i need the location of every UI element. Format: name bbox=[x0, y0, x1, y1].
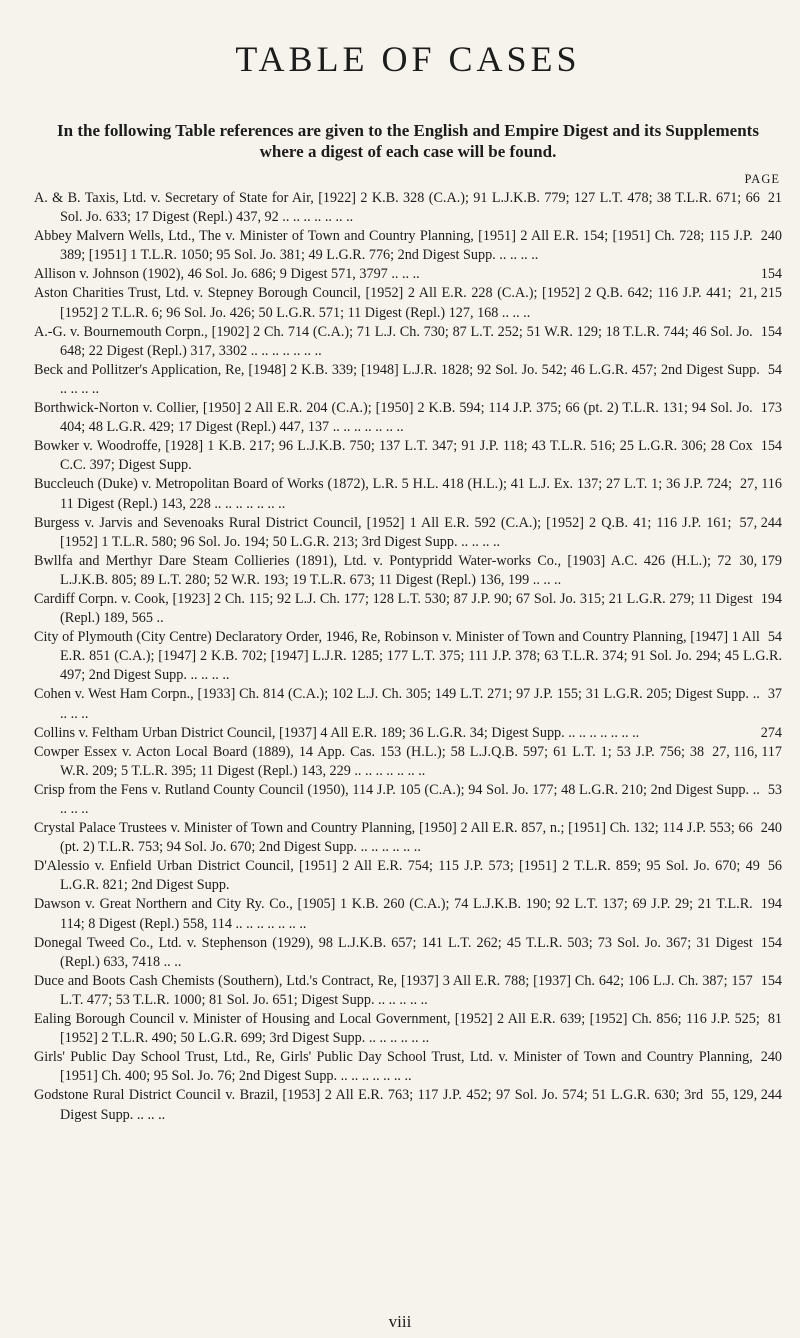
case-entry bbox=[34, 189, 782, 227]
case-entry bbox=[34, 265, 782, 284]
case-list bbox=[34, 189, 782, 1125]
case-page-ref: 57, 244 bbox=[739, 514, 782, 531]
case-entry bbox=[34, 685, 782, 723]
case-citation: A.-G. v. Bournemouth Corpn., [1902] 2 Ch. 714 (C.A.); 71 L.J. Ch. 730; 87 L.T. 252; 51 W.R. 129; 18 T.L.R. 744; 46 Sol. Jo. 648; 22 Digest (Repl.) 317, 3302 .. .. .. .. .. .. .. bbox=[34, 323, 753, 359]
case-page-ref: 53 bbox=[767, 781, 782, 798]
case-citation: Beck and Pollitzer's Application, Re, [1948] 2 K.B. 339; [1948] L.J.R. 1828; 92 Sol. Jo. 542; 46 L.G.R. 457; 2nd Digest Supp. .. .. .. .. bbox=[34, 361, 760, 397]
case-page-ref: 27, 116, 117 bbox=[712, 743, 782, 760]
case-page-ref: 30, 179 bbox=[739, 552, 782, 569]
case-entry bbox=[34, 552, 782, 590]
case-citation: Crystal Palace Trustees v. Minister of Town and Country Planning, [1950] 2 All E.R. 857, n.; [1951] Ch. 132; 114 J.P. 553; 66 (pt. 2) T.L.R. 753; 94 Sol. Jo. 670; 2nd Digest Supp. .. .. .. .. .. .. bbox=[34, 820, 753, 856]
case-citation: Godstone Rural District Council v. Brazil, [1953] 2 All E.R. 763; 117 J.P. 452; 97 Sol. Jo. 574; 51 L.G.R. 630; 3rd Digest Supp. .. .. .. bbox=[34, 1087, 704, 1123]
case-citation: Buccleuch (Duke) v. Metropolitan Board of Works (1872), L.R. 5 H.L. 418 (H.L.); 41 L.J. Ex. 137; 27 L.T. 1; 36 J.P. 724; 11 Digest (Repl.) 143, 228 .. .. .. .. .. .. .. bbox=[34, 476, 732, 512]
case-citation: Borthwick-Norton v. Collier, [1950] 2 All E.R. 204 (C.A.); [1950] 2 K.B. 594; 114 J.P. 375; 66 (pt. 2) T.L.R. 131; 94 Sol. Jo. 404; 48 L.G.R. 429; 17 Digest (Repl.) 447, 137 .. .. .. .. .. .. .. bbox=[34, 400, 753, 436]
case-entry bbox=[34, 743, 782, 781]
case-page-ref: 154 bbox=[760, 266, 782, 283]
case-entry bbox=[34, 514, 782, 552]
case-entry bbox=[34, 934, 782, 972]
case-citation: Dawson v. Great Northern and City Ry. Co., [1905] 1 K.B. 260 (C.A.); 74 L.J.K.B. 190; 92 L.T. 137; 69 J.P. 29; 21 T.L.R. 114; 8 Digest (Repl.) 558, 114 .. .. .. .. .. .. .. bbox=[34, 896, 753, 932]
case-page-ref: 154 bbox=[760, 323, 782, 340]
case-entry bbox=[34, 857, 782, 895]
case-entry bbox=[34, 284, 782, 322]
case-page-ref: 27, 116 bbox=[739, 476, 782, 493]
page-number: viii bbox=[388, 1312, 412, 1331]
case-page-ref: 154 bbox=[760, 438, 782, 455]
case-page-ref: 194 bbox=[760, 590, 782, 607]
case-citation: City of Plymouth (City Centre) Declaratory Order, 1946, Re, Robinson v. Minister of Town and Country Planning, [1947] 1 All E.R. 851 (C.A.); [1947] 2 K.B. 702; [1947] L.J.R. 1285; 177 L.T. 375; 111 J.P. 378; 63 T.L.R. 374; 91 Sol. Jo. 294; 45 L.G.R. 497; 2nd Digest Supp. .. .. .. .. bbox=[34, 629, 782, 684]
page-title: TABLE OF CASES bbox=[235, 39, 581, 79]
case-entry bbox=[34, 227, 782, 265]
case-entry bbox=[34, 895, 782, 933]
case-page-ref: 37 bbox=[767, 686, 782, 703]
case-entry bbox=[34, 972, 782, 1010]
case-entry bbox=[34, 724, 782, 743]
case-citation: Cardiff Corpn. v. Cook, [1923] 2 Ch. 115; 92 L.J. Ch. 177; 128 L.T. 530; 87 J.P. 90; 67 Sol. Jo. 315; 21 L.G.R. 279; 11 Digest (Repl.) 189, 565 .. bbox=[34, 590, 753, 627]
case-entry bbox=[34, 819, 782, 857]
case-page-ref: 54 bbox=[767, 361, 782, 378]
case-entry bbox=[34, 323, 782, 361]
case-entry bbox=[34, 628, 782, 685]
case-entry bbox=[34, 399, 782, 437]
case-citation: Bwllfa and Merthyr Dare Steam Collieries (1891), Ltd. v. Pontypridd Water-works Co., [1903] A.C. 426 (H.L.); 72 L.J.K.B. 805; 89 L.T. 280; 52 W.R. 193; 19 T.L.R. 673; 11 Digest (Repl.) 136, 199 .. .. .. bbox=[34, 552, 732, 588]
case-page-ref: 154 bbox=[760, 972, 782, 989]
case-page-ref: 240 bbox=[760, 820, 782, 837]
case-entry bbox=[34, 1086, 782, 1124]
intro-paragraph: In the following Table references are given to the English and Empire Digest and its Supplements where a digest of each case will be found. bbox=[57, 121, 759, 161]
case-page-ref: 54 bbox=[767, 629, 782, 646]
case-entry bbox=[34, 361, 782, 399]
case-citation: Donegal Tweed Co., Ltd. v. Stephenson (1929), 98 L.J.K.B. 657; 141 L.T. 262; 45 T.L.R. 503; 73 Sol. Jo. 367; 31 Digest (Repl.) 633, 7418 .. .. bbox=[34, 934, 753, 970]
page-column-header: PAGE bbox=[744, 172, 780, 186]
case-citation: Cowper Essex v. Acton Local Board (1889), 14 App. Cas. 153 (H.L.); 58 L.J.Q.B. 597; 61 L.T. 1; 53 J.P. 756; 38 W.R. 209; 5 T.L.R. 395; 11 Digest (Repl.) 143, 229 .. .. .. .. .. .. .. bbox=[34, 743, 705, 779]
case-citation: Collins v. Feltham Urban District Council, [1937] 4 All E.R. 189; 36 L.G.R. 34; Digest Supp. .. .. .. .. .. .. .. bbox=[34, 724, 640, 741]
case-citation: Girls' Public Day School Trust, Ltd., Re, Girls' Public Day School Trust, Ltd. v. Minister of Town and Country Planning, [1951] Ch. 400; 95 Sol. Jo. 76; 2nd Digest Supp. .. .. .. .. .. .. .. bbox=[34, 1049, 753, 1085]
case-citation: Bowker v. Woodroffe, [1928] 1 K.B. 217; 96 L.J.K.B. 750; 137 L.T. 347; 91 J.P. 118; 43 T.L.R. 516; 25 L.G.R. 306; 28 Cox C.C. 397; Digest Supp. bbox=[34, 438, 753, 474]
case-page-ref: 81 bbox=[767, 1011, 782, 1028]
case-citation: Burgess v. Jarvis and Sevenoaks Rural District Council, [1952] 1 All E.R. 592 (C.A.); [1952] 2 Q.B. 41; 116 J.P. 161; [1952] 1 T.L.R. 580; 96 Sol. Jo. 194; 50 L.G.R. 213; 3rd Digest Supp. .. .. .. .. bbox=[34, 514, 732, 550]
case-entry bbox=[34, 1048, 782, 1086]
case-citation: Crisp from the Fens v. Rutland County Council (1950), 114 J.P. 105 (C.A.); 94 Sol. Jo. 177; 48 L.G.R. 210; 2nd Digest Supp. .. .. .. .. bbox=[34, 781, 760, 817]
case-citation: D'Alessio v. Enfield Urban District Council, [1951] 2 All E.R. 754; 115 J.P. 573; [1951] 2 T.L.R. 859; 95 Sol. Jo. 670; 49 L.G.R. 821; 2nd Digest Supp. bbox=[34, 858, 760, 894]
case-citation: A. & B. Taxis, Ltd. v. Secretary of State for Air, [1922] 2 K.B. 328 (C.A.); 91 L.J.K.B. 779; 127 L.T. 478; 38 T.L.R. 671; 66 Sol. Jo. 633; 17 Digest (Repl.) 437, 92 .. .. .. .. .. .. .. bbox=[34, 190, 760, 226]
case-page-ref: 21, 215 bbox=[739, 285, 782, 302]
case-entry bbox=[34, 1010, 782, 1048]
case-citation: Allison v. Johnson (1902), 46 Sol. Jo. 686; 9 Digest 571, 3797 .. .. .. bbox=[34, 266, 420, 283]
case-citation: Ealing Borough Council v. Minister of Housing and Local Government, [1952] 2 All E.R. 639; [1952] Ch. 856; 116 J.P. 525; [1952] 2 T.L.R. 490; 50 L.G.R. 699; 3rd Digest Supp. .. .. .. .. .. .. bbox=[34, 1011, 760, 1047]
case-page-ref: 154 bbox=[760, 934, 782, 951]
case-page-ref: 274 bbox=[760, 724, 782, 741]
case-citation: Cohen v. West Ham Corpn., [1933] Ch. 814 (C.A.); 102 L.J. Ch. 305; 149 L.T. 271; 97 J.P. 155; 31 L.G.R. 205; Digest Supp. .. .. .. .. bbox=[34, 686, 760, 722]
case-entry bbox=[34, 475, 782, 513]
case-entry bbox=[34, 781, 782, 819]
case-page-ref: 56 bbox=[767, 858, 782, 875]
case-citation: Aston Charities Trust, Ltd. v. Stepney Borough Council, [1952] 2 All E.R. 228 (C.A.); [1952] 2 Q.B. 642; 116 J.P. 441; [1952] 2 T.L.R. 6; 96 Sol. Jo. 426; 50 L.G.R. 571; 11 Digest (Repl.) 127, 168 .. .. .. bbox=[34, 285, 732, 321]
case-citation: Duce and Boots Cash Chemists (Southern), Ltd.'s Contract, Re, [1937] 3 All E.R. 788; [1937] Ch. 642; 106 L.J. Ch. 387; 157 L.T. 477; 53 T.L.R. 1000; 81 Sol. Jo. 651; Digest Supp. .. .. .. .. .. bbox=[34, 972, 753, 1008]
case-page-ref: 173 bbox=[760, 400, 782, 417]
case-page-ref: 21 bbox=[767, 190, 782, 206]
case-citation: Abbey Malvern Wells, Ltd., The v. Minister of Town and Country Planning, [1951] 2 All E.R. 154; [1951] Ch. 728; 115 J.P. 389; [1951] 1 T.L.R. 1050; 95 Sol. Jo. 381; 49 L.G.R. 776; 2nd Digest Supp. .. .. .. .. bbox=[34, 228, 753, 264]
case-page-ref: 240 bbox=[760, 1049, 782, 1066]
case-page-ref: 240 bbox=[760, 228, 782, 245]
case-page-ref: 55, 129, 244 bbox=[711, 1087, 782, 1104]
case-entry bbox=[34, 590, 782, 628]
case-page-ref: 194 bbox=[760, 896, 782, 913]
case-entry bbox=[34, 437, 782, 475]
